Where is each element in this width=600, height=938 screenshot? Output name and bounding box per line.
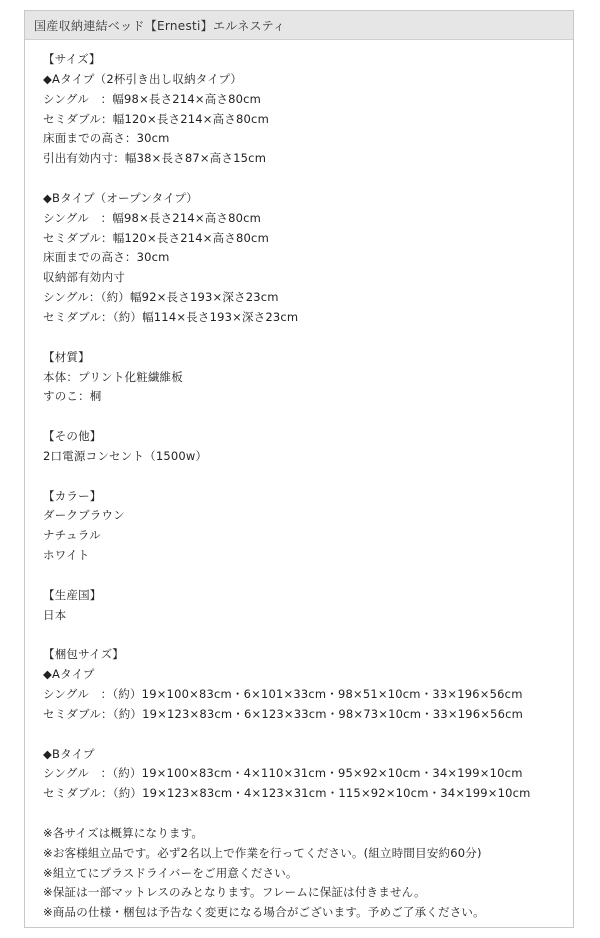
spec-line: シングル：（約）幅92×長さ193×深さ23cm bbox=[43, 290, 279, 305]
spec-line: シングル ：（約）19×100×83cm・4×110×31cm・95×92×10cm・34×199×10cm bbox=[43, 766, 523, 781]
spec-line: ※各サイズは概算になります。 bbox=[43, 825, 204, 840]
spec-line: ※商品の仕様・梱包は予告なく変更になる場合がございます。予めご了承ください。 bbox=[43, 905, 485, 920]
spec-line bbox=[43, 328, 563, 348]
spec-line bbox=[43, 804, 563, 824]
spec-line: シングル ：（約）19×100×83cm・6×101×33cm・98×51×10cm・33×196×56cm bbox=[43, 687, 523, 701]
spec-line: 【カラー】 bbox=[43, 488, 102, 503]
spec-title: 国産収納連結ベッド【Ernesti】エルネスティ bbox=[25, 11, 573, 40]
spec-line bbox=[43, 169, 563, 189]
spec-line bbox=[43, 725, 563, 745]
spec-line: 【生産国】 bbox=[43, 587, 102, 602]
spec-line: すのこ：桐 bbox=[43, 389, 102, 404]
spec-line bbox=[43, 467, 563, 487]
spec-line: ◆Bタイプ bbox=[43, 746, 95, 761]
spec-line: 本体：プリント化粧繊維板 bbox=[43, 369, 183, 384]
spec-line: ホワイト bbox=[43, 548, 90, 563]
spec-line: ◆Aタイプ（2杯引き出し収納タイプ） bbox=[43, 71, 243, 86]
spec-line bbox=[43, 407, 563, 427]
spec-line: 収納部有効内寸 bbox=[43, 270, 125, 285]
spec-line: シングル ：幅98×長さ214×高さ80cm bbox=[43, 91, 262, 106]
spec-line: セミダブル：（約）幅114×長さ193×深さ23cm bbox=[43, 309, 299, 324]
spec-line: ※組立てにプラスドライバーをご用意ください。 bbox=[43, 865, 298, 880]
spec-panel bbox=[24, 10, 574, 928]
spec-line: シングル ：幅98×長さ214×高さ80cm bbox=[43, 210, 262, 225]
spec-line: ◆Aタイプ bbox=[43, 667, 95, 682]
spec-line: セミダブル：（約）19×123×83cm・6×123×33cm・98×73×10cm・33×196×56cm bbox=[43, 706, 524, 721]
spec-line: 【材質】 bbox=[43, 349, 90, 364]
spec-line: 2口電源コンセント（1500w） bbox=[43, 448, 208, 463]
spec-line: ※保証は一部マットレスのみとなります。フレームに保証は付きません。 bbox=[43, 885, 426, 900]
spec-line: セミダブル：（約）19×123×83cm・4×123×31cm・115×92×10cm・34×199×10cm bbox=[43, 786, 531, 801]
spec-line: 【サイズ】 bbox=[43, 52, 101, 66]
spec-line bbox=[43, 566, 563, 586]
spec-line: 日本 bbox=[43, 607, 67, 622]
spec-line: 引出有効内寸：幅38×長さ87×高さ15cm bbox=[43, 151, 267, 166]
spec-line: 【梱包サイズ】 bbox=[43, 647, 124, 662]
spec-line bbox=[43, 625, 563, 645]
spec-line: 床面までの高さ：30cm bbox=[43, 131, 170, 146]
spec-line: 【その他】 bbox=[43, 429, 102, 444]
spec-line: セミダブル：幅120×長さ214×高さ80cm bbox=[43, 230, 269, 245]
spec-line: ダークブラウン bbox=[43, 508, 125, 523]
spec-line: ◆Bタイプ（オープンタイプ） bbox=[43, 190, 199, 205]
spec-content bbox=[43, 50, 563, 923]
spec-line: 床面までの高さ：30cm bbox=[43, 250, 170, 265]
spec-line: ナチュラル bbox=[43, 528, 101, 543]
spec-line: ※お客様組立品です。必ず2名以上で作業を行ってください。(組立時間目安約60分) bbox=[43, 845, 482, 860]
spec-line: セミダブル：幅120×長さ214×高さ80cm bbox=[43, 111, 269, 126]
